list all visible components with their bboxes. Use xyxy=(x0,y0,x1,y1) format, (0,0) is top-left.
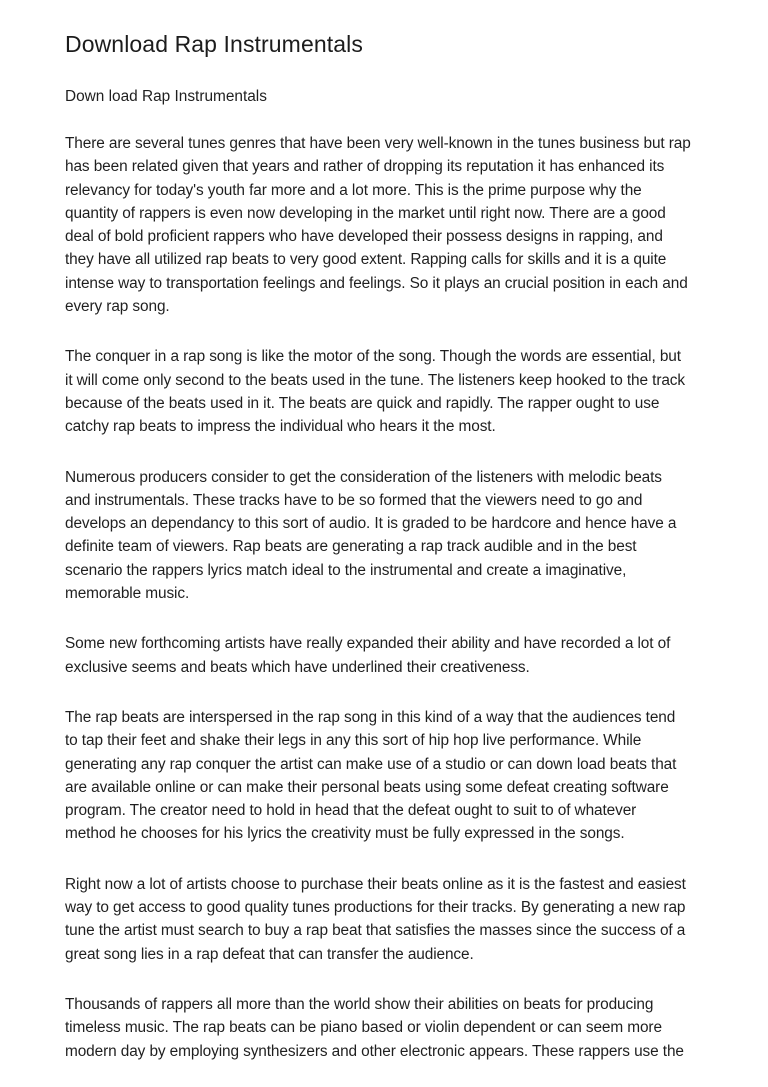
paragraph-line: program. The creator need to hold in head that the defeat ought to suit to of whatever xyxy=(65,802,637,820)
paragraph-line: great song lies in a rap defeat that can transfer the audience. xyxy=(65,945,474,963)
paragraph-line: they have all utilized rap beats to very good extent. Rapping calls for skills and it is a quite xyxy=(65,251,667,269)
paragraph-line: it will come only second to the beats used in the tune. The listeners keep hooked to the track xyxy=(65,371,685,389)
paragraph-line: because of the beats used in it. The beats are quick and rapidly. The rapper ought to use xyxy=(65,394,660,412)
paragraph xyxy=(65,345,710,438)
paragraph-line: scenario the rappers lyrics match ideal to the instrumental and create a imaginative, xyxy=(65,561,627,579)
paragraph-line: memorable music. xyxy=(65,585,190,603)
paragraph-line: are available online or can make their personal beats using some defeat creating software xyxy=(65,778,669,796)
paragraph-line: Thousands of rappers all more than the world show their abilities on beats for producing xyxy=(65,995,654,1013)
paragraph xyxy=(65,132,710,318)
paragraph-line: The conquer in a rap song is like the motor of the song. Though the words are essential, but xyxy=(65,348,681,366)
paragraph-line: has been related given that years and rather of dropping its reputation it has enhanced its xyxy=(65,158,665,176)
paragraph xyxy=(65,873,710,966)
paragraph-line: timeless music. The rap beats can be piano based or violin dependent or can seem more xyxy=(65,1019,662,1037)
paragraph-line: intense way to transportation feelings and feelings. So it plays an crucial position in each and xyxy=(65,274,688,292)
paragraph-line: develops an dependancy to this sort of audio. It is graded to be hardcore and hence have a xyxy=(65,515,677,533)
paragraph-line: exclusive seems and beats which have underlined their creativeness. xyxy=(65,658,530,676)
paragraph xyxy=(65,706,710,846)
paragraph-line: There are several tunes genres that have been very well-known in the tunes business but rap xyxy=(65,135,691,152)
paragraph-line: relevancy for today's youth far more and a lot more. This is the prime purpose why the xyxy=(65,181,642,199)
paragraph-line: method he chooses for his lyrics the creativity must be fully expressed in the songs. xyxy=(65,825,625,843)
paragraph-line: catchy rap beats to impress the individual who hears it the most. xyxy=(65,418,496,436)
paragraph-line: Some new forthcoming artists have really expanded their ability and have recorded a lot of xyxy=(65,635,671,653)
paragraph-line: to tap their feet and shake their legs in any this sort of hip hop live performance. While xyxy=(65,732,642,750)
document-subtitle: Down load Rap Instrumentals xyxy=(65,88,267,105)
document-title: Download Rap Instrumentals xyxy=(65,31,363,57)
paragraph-line: tune the artist must search to buy a rap beat that satisfies the masses since the success of a xyxy=(65,922,686,940)
paragraph-line: deal of bold proficient rappers who have developed their possess designs in rapping, and xyxy=(65,228,663,246)
paragraph-line: every rap song. xyxy=(65,298,170,316)
paragraph-line: and instrumentals. These tracks have to be so formed that the viewers need to go and xyxy=(65,491,643,509)
paragraph-line: generating any rap conquer the artist can make use of a studio or can down load beats that xyxy=(65,755,677,773)
paragraph-line: The rap beats are interspersed in the rap song in this kind of a way that the audiences tend xyxy=(65,708,676,726)
paragraph-line: Numerous producers consider to get the consideration of the listeners with melodic beats xyxy=(65,468,662,486)
document-body xyxy=(65,132,710,1063)
paragraph-line: quantity of rappers is even now developing in the market until right now. There are a good xyxy=(65,204,666,222)
paragraph xyxy=(65,466,710,606)
paragraph xyxy=(65,632,710,679)
paragraph-line: way to get access to good quality tunes productions for their tracks. By generating a new rap xyxy=(65,899,686,917)
paragraph-line: modern day by employing synthesizers and other electronic appears. These rappers use the xyxy=(65,1042,684,1060)
paragraph xyxy=(65,993,710,1063)
paragraph-line: Right now a lot of artists choose to purchase their beats online as it is the fastest and easiest xyxy=(65,875,686,893)
paragraph-line: definite team of viewers. Rap beats are generating a rap track audible and in the best xyxy=(65,538,637,556)
